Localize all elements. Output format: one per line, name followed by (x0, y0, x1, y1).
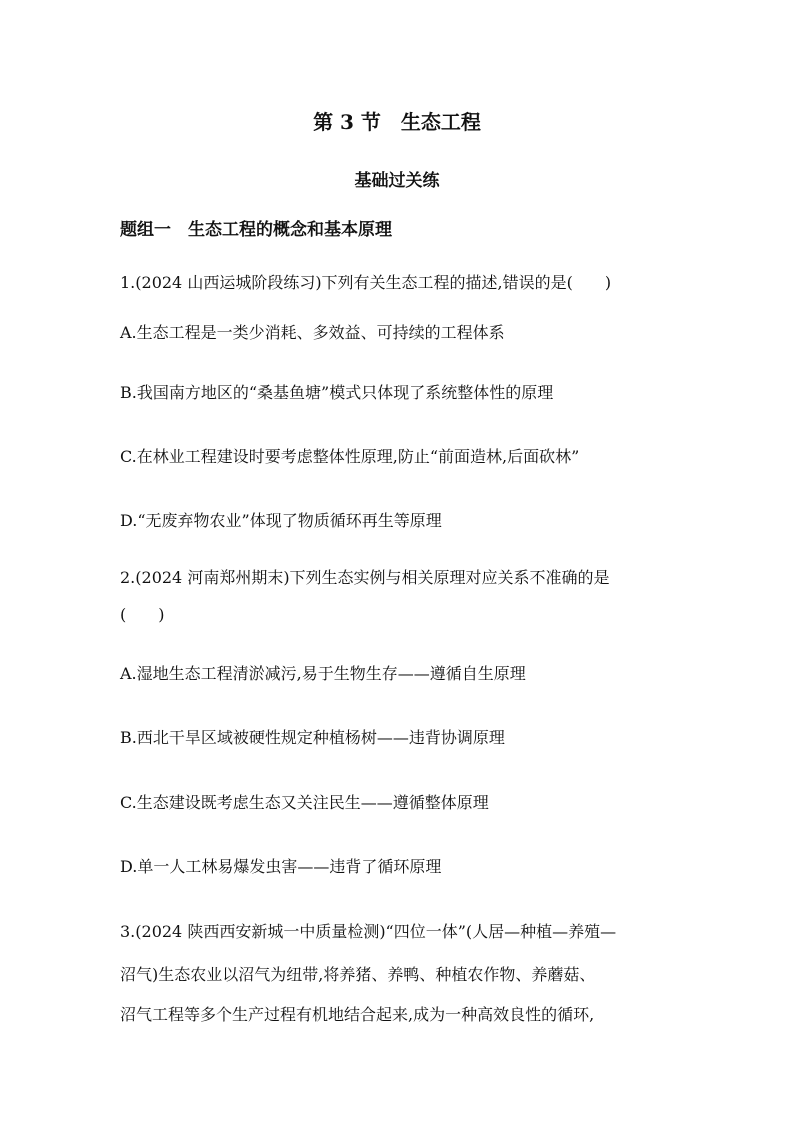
question-2-option-a: A.湿地生态工程清淤减污,易于生物生存——遵循自生原理 (120, 664, 526, 683)
section-title: 基础过关练 (354, 171, 440, 191)
question-1-option-b: B.我国南方地区的“桑基鱼塘”模式只体现了系统整体性的原理 (120, 383, 554, 402)
question-2-stem-line-1: 2.(2024 河南郑州期末)下列生态实例与相关原理对应关系不准确的是 (120, 568, 610, 587)
question-2-option-c: C.生态建设既考虑生态又关注民生——遵循整体原理 (120, 793, 489, 812)
question-3-stem-line-3: 沼气工程等多个生产过程有机地结合起来,成为一种高效良性的循环, (120, 1005, 595, 1024)
page-title: 第 3 节 生态工程 (313, 110, 481, 134)
group-title: 题组一 生态工程的概念和基本原理 (120, 220, 392, 240)
question-1-option-a: A.生态工程是一类少消耗、多效益、可持续的工程体系 (120, 323, 505, 342)
question-1-option-d: D.“无废弃物农业”体现了物质循环再生等原理 (120, 511, 442, 530)
question-2-option-b: B.西北干旱区域被硬性规定种植杨树——违背协调原理 (120, 728, 505, 747)
question-3-stem-line-1: 3.(2024 陕西西安新城一中质量检测)“四位一体”(人居—种植—养殖— (120, 922, 617, 941)
question-2-stem-line-2: ( ) (120, 605, 165, 624)
question-1-stem: 1.(2024 山西运城阶段练习)下列有关生态工程的描述,错误的是( ) (120, 273, 612, 292)
question-2-option-d: D.单一人工林易爆发虫害——违背了循环原理 (120, 857, 442, 876)
question-3-stem-line-2: 沼气)生态农业以沼气为纽带,将养猪、养鸭、种植农作物、养蘑菇、 (120, 965, 596, 984)
question-1-option-c: C.在林业工程建设时要考虑整体性原理,防止“前面造林,后面砍林” (120, 447, 580, 466)
